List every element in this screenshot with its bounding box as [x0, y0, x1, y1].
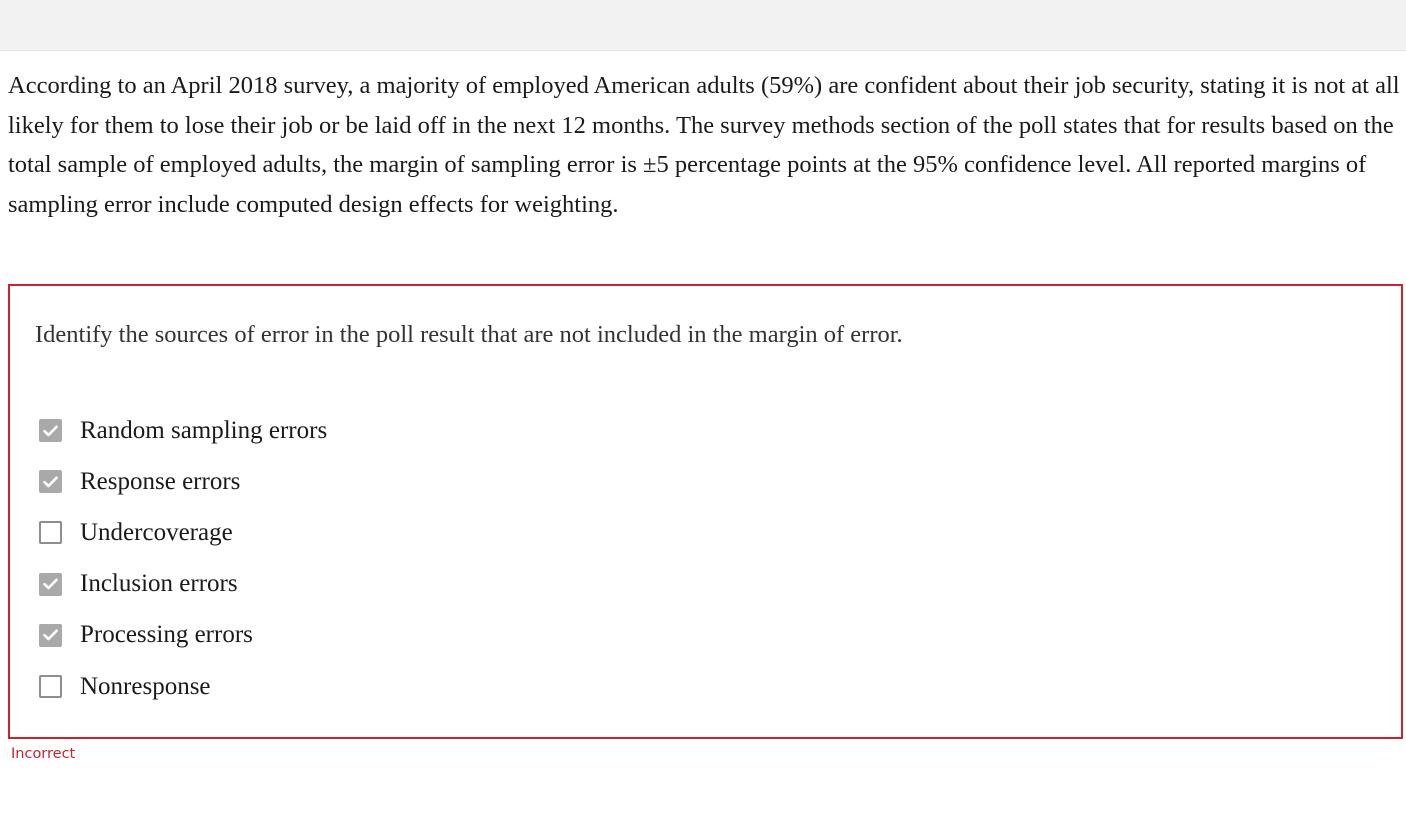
checkbox[interactable] [39, 470, 62, 493]
option-undercoverage[interactable] [39, 507, 327, 558]
check-icon [43, 425, 58, 437]
top-bar [0, 0, 1406, 51]
option-label: Undercoverage [80, 518, 233, 546]
check-icon [43, 629, 58, 641]
check-icon [43, 476, 58, 488]
option-label: Inclusion errors [80, 570, 238, 598]
options-list [39, 405, 327, 712]
option-processing-errors[interactable] [39, 610, 327, 661]
option-label: Response errors [80, 467, 241, 495]
option-label: Processing errors [80, 621, 253, 649]
option-label: Nonresponse [80, 672, 211, 700]
option-label: Random sampling errors [80, 416, 328, 444]
checkbox[interactable] [39, 624, 62, 647]
check-icon [43, 578, 58, 590]
passage-text: According to an April 2018 survey, a majority of employed American adults (59%) are confident about their job security, stating it is not at all likely for them to lose their job or be laid off in the next 12 months. The survey methods section of the poll states that for results based on the total sample of employed adults, the margin of sampling error is ±5 percentage points at the 95% confidence level. All reported margins of sampling error include computed design effects for weighting. [8, 72, 1400, 219]
option-nonresponse[interactable] [39, 661, 327, 712]
question-prompt: Identify the sources of error in the poll result that are not included in the margin of error. [35, 321, 903, 348]
option-response-errors[interactable] [39, 456, 327, 507]
feedback-message: Incorrect [11, 746, 76, 762]
question-box [8, 284, 1403, 739]
checkbox[interactable] [39, 419, 62, 442]
checkbox[interactable] [39, 521, 62, 544]
option-inclusion-errors[interactable] [39, 559, 327, 610]
checkbox[interactable] [39, 573, 62, 596]
option-random-sampling-errors[interactable] [39, 405, 327, 456]
checkbox[interactable] [39, 675, 62, 698]
